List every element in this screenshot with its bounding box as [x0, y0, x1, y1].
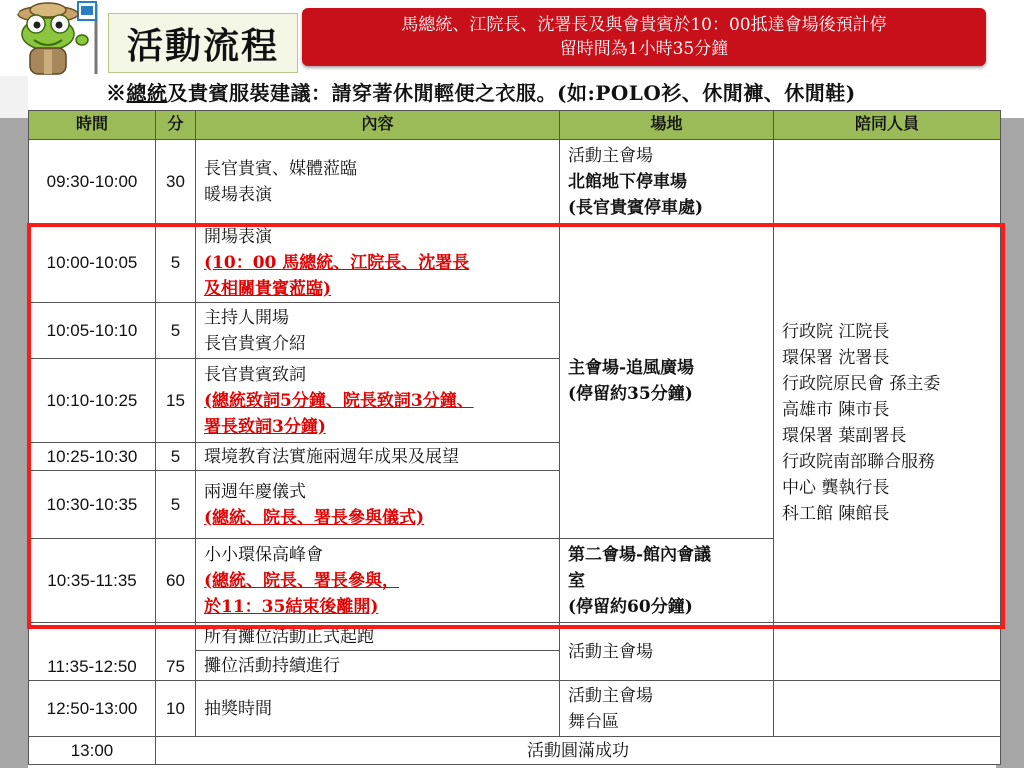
- closing-cell: 活動圓滿成功: [156, 737, 1001, 765]
- content-emphasis: 及相關貴賓蒞臨): [204, 279, 332, 299]
- time-cell: 12:50-13:00: [29, 681, 156, 737]
- content-cell: [196, 359, 560, 443]
- time-cell: 10:05-10:10: [29, 303, 156, 359]
- content-cell: [196, 303, 560, 359]
- venue-cell: [560, 681, 774, 737]
- header-min: 分: [156, 111, 196, 140]
- content-line: 開場表演: [204, 227, 272, 247]
- schedule-table: [28, 110, 1001, 765]
- table-row: [29, 737, 1001, 765]
- venue-line: (長官貴賓停車處): [568, 197, 704, 218]
- content-cell: [196, 471, 560, 539]
- dress-code-note: [106, 77, 1022, 107]
- content-line: 長官貴賓、媒體蒞臨: [204, 158, 357, 179]
- minutes-cell: 15: [156, 359, 196, 443]
- left-gray-band: [0, 118, 28, 768]
- content-line: 小小環保高峰會: [204, 544, 323, 565]
- minutes-cell: 30: [156, 140, 196, 224]
- content-emphasis: (總統、院長、署長參與儀式): [204, 507, 425, 528]
- accompany-cell: [774, 623, 1001, 681]
- time-cell: 10:30-10:35: [29, 471, 156, 539]
- banner-line-1: 馬總統、江院長、沈署長及與會貴賓於10：00抵達會場後預計停: [401, 15, 887, 35]
- minutes-cell: 75: [156, 623, 196, 681]
- minutes-cell: 5: [156, 443, 196, 471]
- venue-line: (停留約60分鐘): [568, 596, 693, 617]
- venue-cell: [560, 140, 774, 224]
- page-title: 活動流程: [126, 24, 279, 67]
- venue-cell-main: [560, 224, 774, 539]
- accompany-line: 中心 龔執行長: [782, 478, 890, 498]
- time-cell: 13:00: [29, 737, 156, 765]
- header-venue: 場地: [560, 111, 774, 140]
- time-cell: 10:25-10:30: [29, 443, 156, 471]
- time-cell: 09:30-10:00: [29, 140, 156, 224]
- content-cell: 攤位活動持續進行: [196, 651, 560, 681]
- content-cell: [196, 140, 560, 224]
- content-cell: 環境教育法實施兩週年成果及展望: [196, 443, 560, 471]
- page-title-box: [108, 13, 298, 73]
- venue-line: 活動主會場: [568, 145, 653, 166]
- accompany-cell: [774, 224, 1001, 623]
- accompany-line: 科工館 陳館長: [782, 504, 890, 524]
- content-emphasis: 於11：35結束後離開): [204, 596, 379, 617]
- content-emphasis: (10：00 馬總統、江院長、沈署長: [204, 253, 470, 273]
- header-content: 內容: [196, 111, 560, 140]
- header-time: 時間: [29, 111, 156, 140]
- accompany-line: 行政院 江院長: [782, 322, 890, 342]
- minutes-cell: 5: [156, 224, 196, 303]
- minutes-cell: 5: [156, 303, 196, 359]
- content-cell: 所有攤位活動正式起跑: [196, 623, 560, 651]
- accompany-line: 高雄市 陳市長: [782, 400, 890, 420]
- time-cell: 10:35-11:35: [29, 539, 156, 623]
- accompany-cell: [774, 681, 1001, 737]
- content-emphasis: 署長致詞3分鐘): [204, 416, 326, 437]
- table-header-row: [29, 111, 1001, 140]
- accompany-cell: [774, 140, 1001, 224]
- time-cell: 10:10-10:25: [29, 359, 156, 443]
- arrival-notice-banner: [302, 8, 986, 66]
- table-row: [29, 681, 1001, 737]
- accompany-line: 環保署 沈署長: [782, 348, 890, 368]
- content-cell: 抽獎時間: [196, 681, 560, 737]
- table-row: [29, 224, 1001, 303]
- time-cell: 10:00-10:05: [29, 224, 156, 303]
- content-emphasis: (總統致詞5分鐘、院長致詞3分鐘、: [204, 390, 474, 411]
- banner-line-2: 留時間為1小時35分鐘: [559, 39, 729, 59]
- venue-line: 活動主會場: [568, 685, 653, 706]
- venue-cell: 活動主會場: [560, 623, 774, 681]
- content-line: 暖場表演: [204, 184, 272, 205]
- content-cell: [196, 539, 560, 623]
- table-row: [29, 623, 1001, 651]
- venue-line: 舞台區: [568, 711, 619, 732]
- venue-line: 室: [568, 570, 585, 591]
- minutes-cell: 5: [156, 471, 196, 539]
- accompany-line: 行政院南部聯合服務: [782, 452, 935, 472]
- accompany-line: 行政院原民會 孫主委: [782, 374, 941, 394]
- content-emphasis: (總統、院長、署長參與，: [204, 570, 400, 591]
- venue-line: 主會場-追風廣場: [568, 358, 695, 378]
- content-line: 長官貴賓致詞: [204, 364, 306, 385]
- venue-cell: [560, 539, 774, 623]
- frog-mascot-icon: [0, 0, 110, 76]
- minutes-cell: 10: [156, 681, 196, 737]
- content-line: 兩週年慶儀式: [204, 481, 306, 502]
- venue-line: 第二會場-館內會議: [568, 544, 712, 565]
- note-text: 及貴賓服裝建議：請穿著休閒輕便之衣服。(如:POLO衫、休閒褲、休閒鞋): [167, 81, 856, 105]
- time-cell: 11:35-12:50: [29, 623, 156, 681]
- content-cell: [196, 224, 560, 303]
- header-accompany: 陪同人員: [774, 111, 1001, 140]
- note-underlined: 總統: [126, 81, 168, 105]
- content-line: 長官貴賓介紹: [204, 333, 306, 354]
- table-row: [29, 140, 1001, 224]
- accompany-line: 環保署 葉副署長: [782, 426, 907, 446]
- content-line: 主持人開場: [204, 307, 289, 328]
- venue-line: (停留約35分鐘): [568, 384, 693, 404]
- note-prefix: ※: [106, 81, 127, 105]
- minutes-cell: 60: [156, 539, 196, 623]
- venue-line: 北館地下停車場: [568, 171, 687, 192]
